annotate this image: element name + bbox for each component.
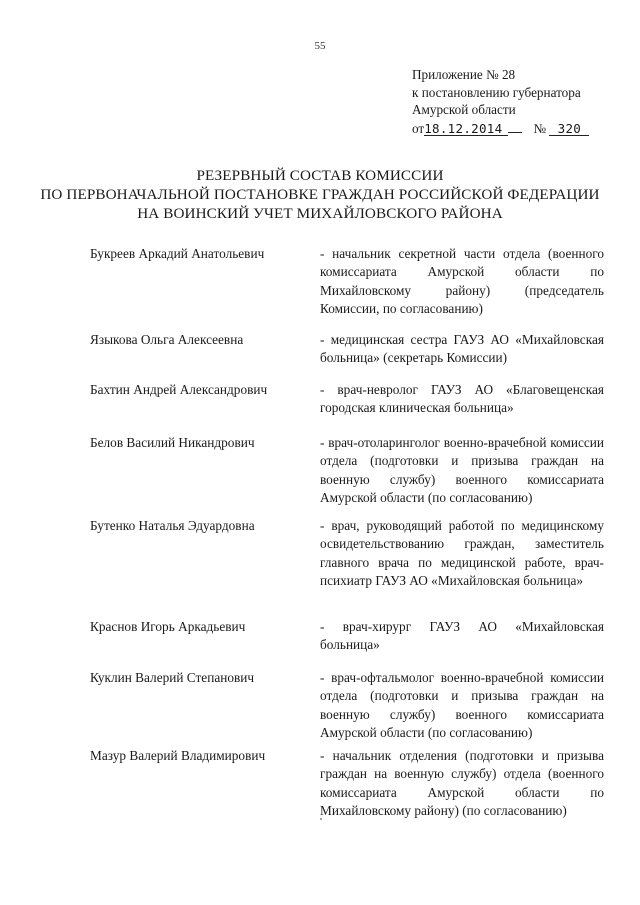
decree-number: 320 [549, 122, 589, 136]
member-name: Куклин Валерий Степанович [90, 670, 255, 685]
title-line-1: РЕЗЕРВНЫЙ СОСТАВ КОМИССИИ [196, 167, 444, 184]
document-title [0, 166, 640, 223]
member-role: - врач-офтальмолог военно-врачебной комиссии отдела (подготовки и призыва граждан на военную службу) военного комиссариата Амурской области (по согласованию) [320, 670, 604, 740]
member-role: - начальник отделения (подготовки и призыва граждан на военную службу) отдела (военного комиссариата Амурской области по Михайловскому району) (по согласованию) [320, 748, 604, 818]
title-line-2: ПО ПЕРВОНАЧАЛЬНОЙ ПОСТАНОВКЕ ГРАЖДАН РОССИЙСКОЙ ФЕДЕРАЦИИ [40, 186, 600, 203]
appendix-decree-ref: к постановлению губернатора [412, 84, 581, 100]
member-name: Краснов Игорь Аркадьевич [90, 619, 246, 634]
date-prefix: от [412, 120, 425, 136]
decree-date: 18.12.2014 [424, 122, 508, 136]
member-name: Бахтин Андрей Александрович [90, 382, 268, 397]
member-name: Белов Василий Никандрович [90, 435, 255, 450]
scan-dot [320, 818, 322, 820]
member-role: - врач, руководящий работой по медицинскому освидетельствованию граждан, заместитель главного врача по медицинской работе, врач-психиатр ГАУЗ АО «Михайловская больница» [320, 518, 604, 588]
page-number: 55 [314, 40, 326, 52]
member-name: Языкова Ольга Алексеевна [90, 332, 244, 347]
member-role: - врач-отоларинголог военно-врачебной комиссии отдела (подготовки и призыва граждан на военную службу) военного комиссариата Амурской области (по согласованию) [320, 435, 604, 505]
appendix-title: Приложение № 28 [412, 67, 516, 82]
member-role: - медицинская сестра ГАУЗ АО «Михайловская больница» (секретарь Комиссии) [320, 332, 604, 366]
date-underline [508, 119, 522, 133]
member-role: - начальник секретной части отдела (военного комиссариата Амурской области по Михайловскому району) (председатель Комиссии, по согласованию) [320, 246, 604, 316]
title-line-3: НА ВОИНСКИЙ УЧЕТ МИХАЙЛОВСКОГО РАЙОНА [137, 205, 503, 222]
member-name: Бутенко Наталья Эдуардовна [90, 518, 255, 533]
appendix-region: Амурской области [412, 102, 516, 117]
member-name: Букреев Аркадий Анатольевич [90, 246, 265, 261]
number-prefix: № [533, 120, 547, 136]
appendix-date-line [412, 119, 612, 138]
member-name: Мазур Валерий Владимирович [90, 748, 266, 763]
appendix-block [412, 66, 612, 137]
member-role: - врач-невролог ГАУЗ АО «Благовещенская городская клиническая больница» [320, 382, 604, 416]
member-role: - врач-хирург ГАУЗ АО «Михайловская больница» [320, 619, 604, 653]
